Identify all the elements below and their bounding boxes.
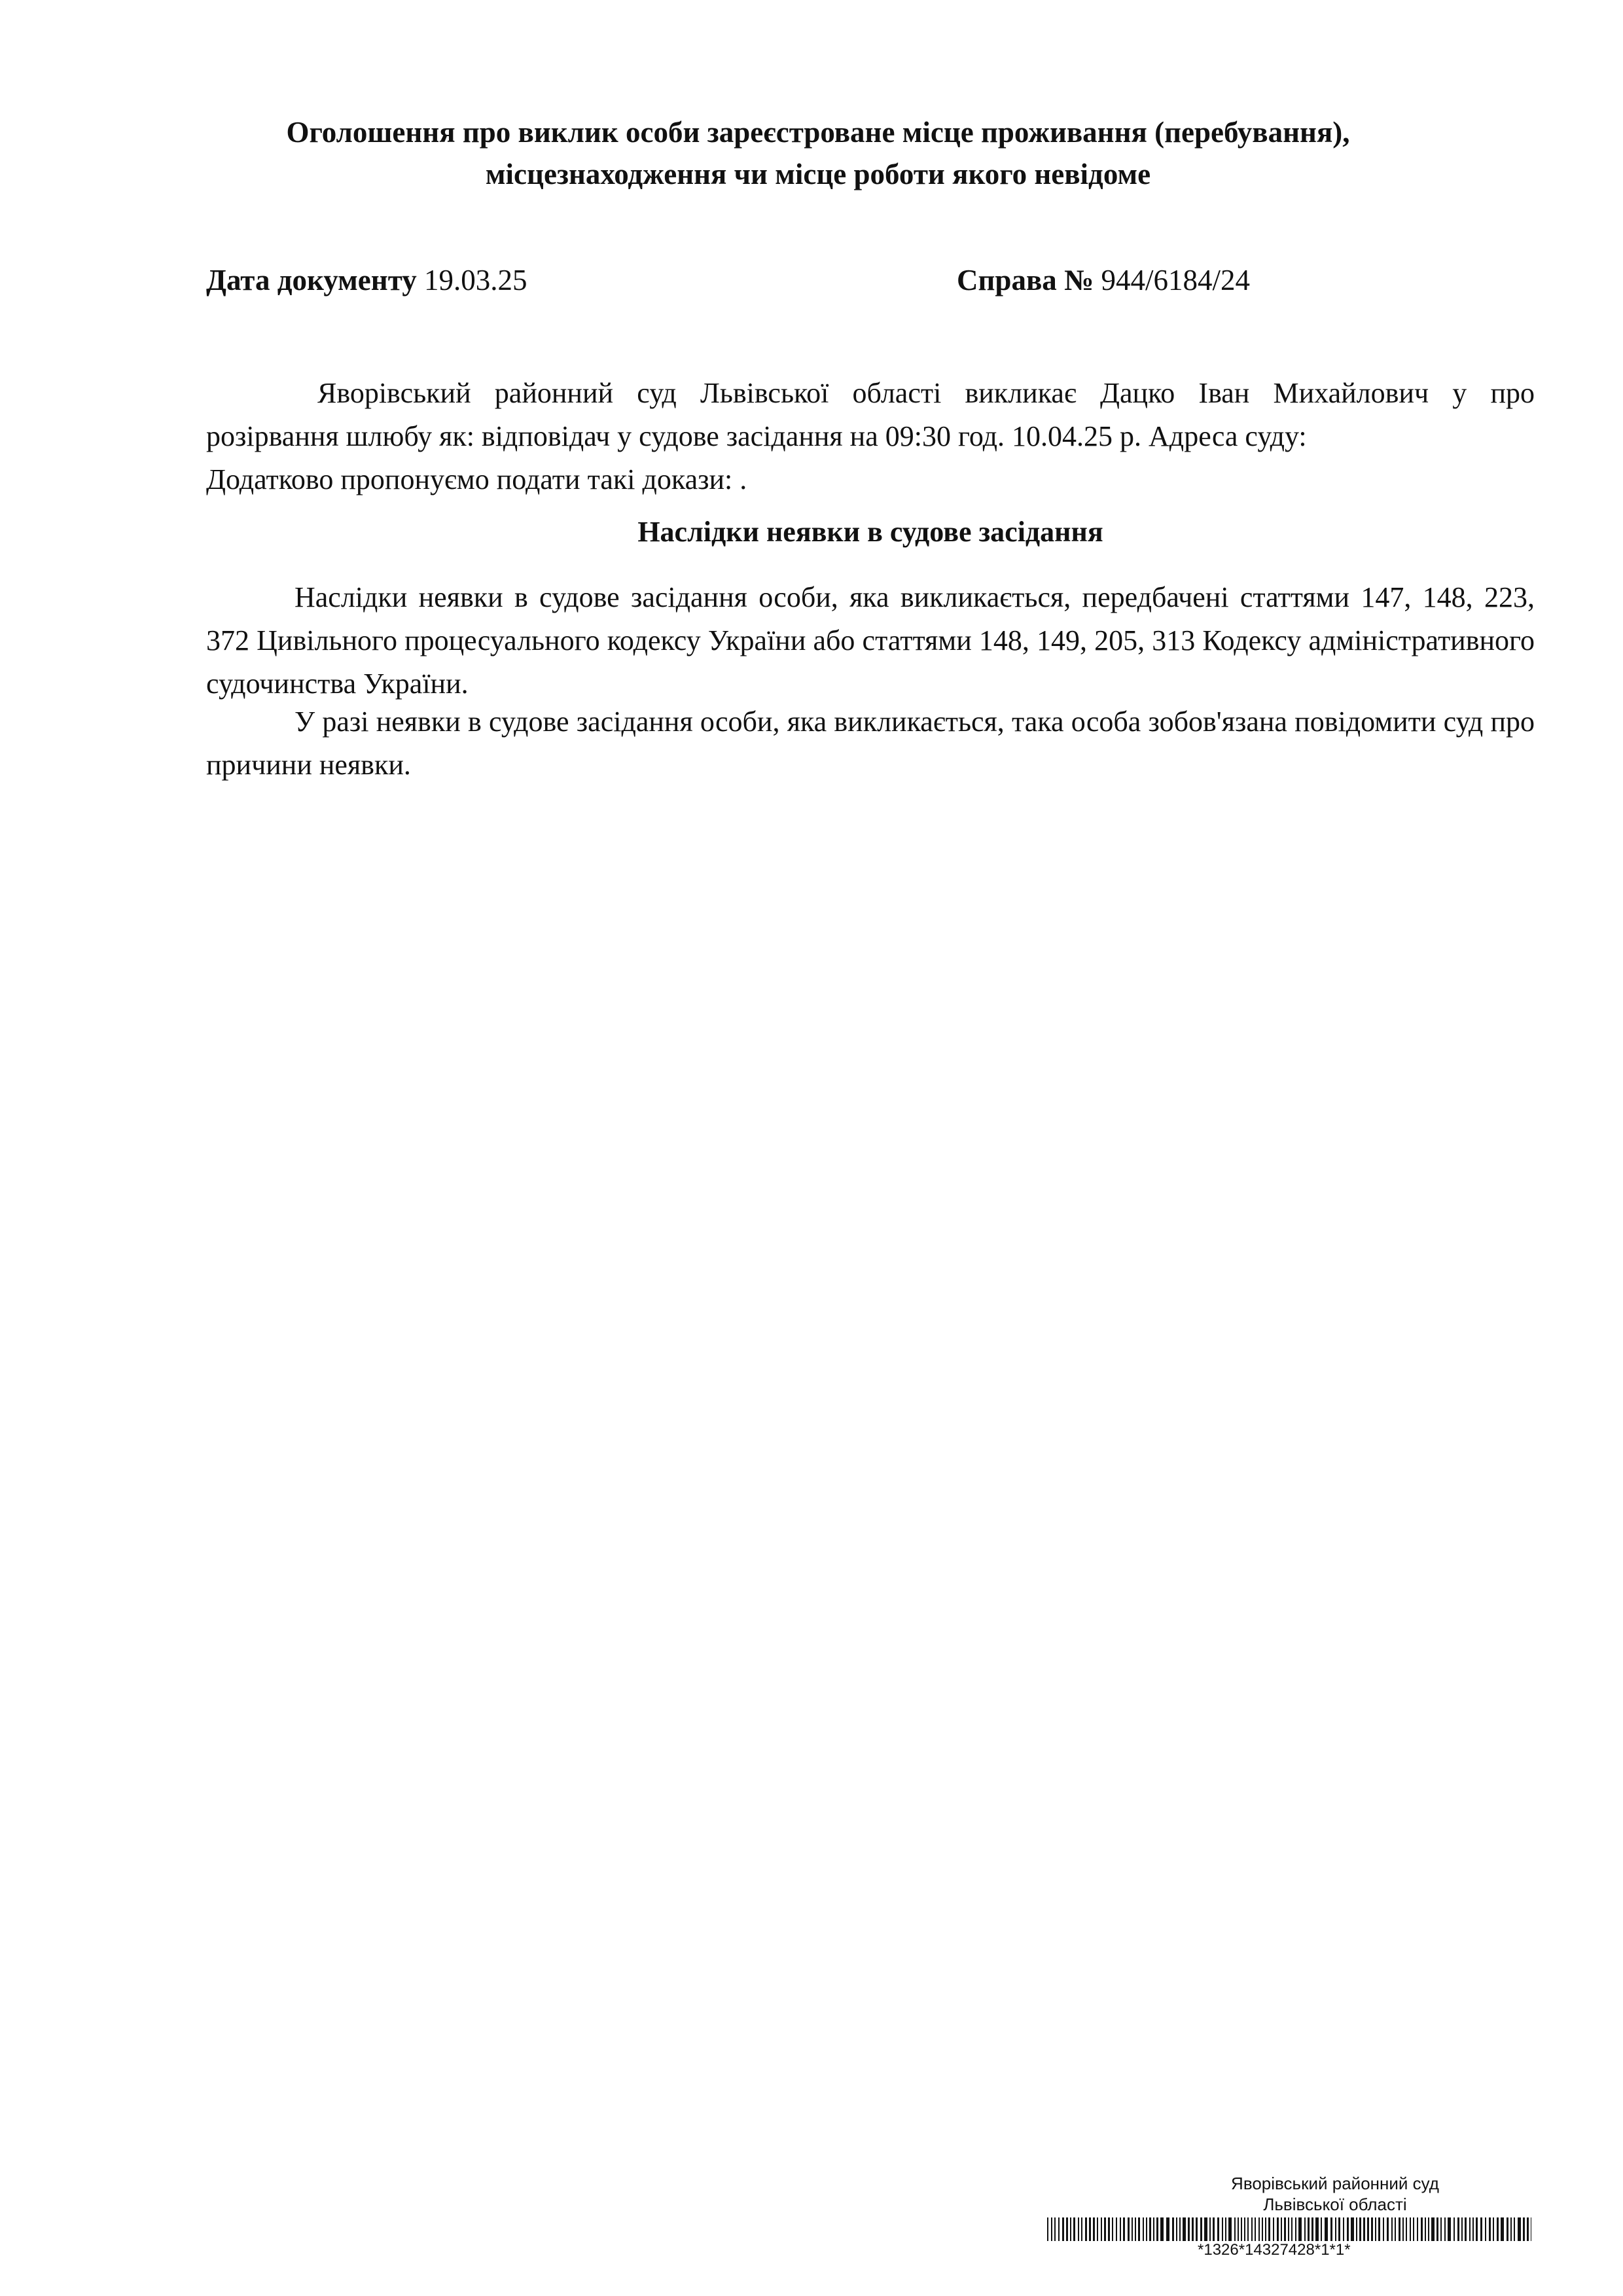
barcode-bar [1160, 2217, 1164, 2241]
barcode-bar [1258, 2217, 1260, 2241]
barcode-bar [1311, 2217, 1313, 2241]
barcode-bar [1176, 2217, 1177, 2241]
barcode-bar [1265, 2217, 1266, 2241]
title-line-1: Оголошення про виклик особи зареєстроване місце проживання (перебування), [286, 116, 1350, 149]
barcode-bar [1308, 2217, 1310, 2241]
barcode-bar [1330, 2217, 1332, 2241]
barcode-bar [1321, 2217, 1322, 2241]
barcode-bar [1465, 2217, 1467, 2241]
notification-paragraph [206, 700, 1535, 787]
barcode-bar [1457, 2217, 1459, 2241]
barcode-bar [1356, 2217, 1357, 2241]
barcode-bar [1179, 2217, 1181, 2241]
barcode-bar [1448, 2217, 1451, 2241]
barcode-bar [1291, 2217, 1293, 2241]
barcode-bar [1406, 2217, 1407, 2241]
barcode-bar [1123, 2217, 1125, 2241]
barcode-bar [1093, 2217, 1095, 2241]
barcode-bar [1510, 2217, 1512, 2241]
document-date [206, 260, 527, 300]
barcode-bar [1251, 2217, 1253, 2241]
barcode-bar [1431, 2217, 1435, 2241]
barcode-bar [1501, 2217, 1504, 2241]
summons-line-1: Яворівський районний суд Львівської області викликає Дацко Іван Михайлович у про [317, 377, 1535, 409]
barcode-bar [1469, 2217, 1471, 2241]
barcode-bar [1284, 2217, 1286, 2241]
barcode-bar [1480, 2217, 1482, 2241]
barcode-bar [1335, 2217, 1336, 2241]
barcode-bar [1097, 2217, 1098, 2241]
barcode-bar [1149, 2217, 1151, 2241]
barcode-bar [1375, 2217, 1376, 2241]
barcode-bar [1132, 2217, 1133, 2241]
barcode-bar [1062, 2217, 1064, 2241]
barcode-bar [1347, 2217, 1349, 2241]
case-number [957, 260, 1250, 300]
barcode-bar [1454, 2217, 1455, 2241]
barcode-bar [1298, 2217, 1302, 2241]
barcode-bar [1273, 2217, 1274, 2241]
summons-paragraph [206, 372, 1535, 501]
barcode-bar [1325, 2217, 1328, 2241]
barcode-bar [1054, 2217, 1056, 2241]
barcode-bar [1143, 2217, 1144, 2241]
barcode-bar [1399, 2217, 1400, 2241]
barcode-bar [1217, 2217, 1219, 2241]
barcode-bar [1351, 2217, 1354, 2241]
barcode-bar [1387, 2217, 1389, 2241]
barcode-bar [1247, 2217, 1249, 2241]
barcode-bar [1421, 2217, 1423, 2241]
barcode-bar [1241, 2217, 1242, 2241]
barcode-bar [1402, 2217, 1404, 2241]
barcode-bar [1120, 2217, 1121, 2241]
barcode-bar [1238, 2217, 1239, 2241]
barcode-bar [1222, 2217, 1223, 2241]
barcode-bar [1073, 2217, 1075, 2241]
barcode-bar [1315, 2217, 1319, 2241]
barcode-bar [1070, 2217, 1071, 2241]
barcode-bar [1166, 2217, 1169, 2241]
barcode [1047, 2217, 1531, 2241]
barcode-bar [1523, 2217, 1525, 2241]
barcode-bar [1444, 2217, 1446, 2241]
barcode-bar [1413, 2217, 1414, 2241]
barcode-bar [1518, 2217, 1521, 2241]
barcode-bar [1440, 2217, 1442, 2241]
document-title [196, 111, 1440, 195]
barcode-bar [1172, 2217, 1174, 2241]
barcode-bar [1417, 2217, 1418, 2241]
barcode-bar [1135, 2217, 1136, 2241]
barcode-bar [1104, 2217, 1106, 2241]
case-label: Справа № [957, 264, 1094, 296]
barcode-bar [1288, 2217, 1289, 2241]
barcode-bar [1085, 2217, 1087, 2241]
barcode-bar [1146, 2217, 1147, 2241]
barcode-bar [1116, 2217, 1117, 2241]
barcode-bar [1128, 2217, 1130, 2241]
stamp-court-name: Яворівський районний суд [1231, 2174, 1439, 2193]
barcode-bar [1081, 2217, 1082, 2241]
barcode-bar [1461, 2217, 1463, 2241]
consequences-paragraph [206, 576, 1535, 706]
barcode-bar [1489, 2217, 1491, 2241]
barcode-bar [1183, 2217, 1186, 2241]
date-value: 19.03.25 [423, 264, 527, 296]
barcode-bar [1262, 2217, 1263, 2241]
barcode-bar [1281, 2217, 1282, 2241]
summons-line-2: розірвання шлюбу як: відповідач у судове засідання на 09:30 год. 10.04.25 р. Адреса суду: [206, 420, 1307, 452]
stamp-region: Львівської області [1263, 2195, 1407, 2214]
date-label: Дата документу [206, 264, 417, 296]
barcode-bar [1138, 2217, 1140, 2241]
barcode-bar [1200, 2217, 1202, 2241]
barcode-bar [1066, 2217, 1068, 2241]
barcode-bar [1101, 2217, 1102, 2241]
barcode-bar [1108, 2217, 1110, 2241]
barcode-text: *1326*14327428*1*1* [1198, 2241, 1351, 2259]
barcode-bar [1367, 2217, 1369, 2241]
barcode-bar [1428, 2217, 1429, 2241]
barcode-bar [1051, 2217, 1052, 2241]
barcode-bar [1277, 2217, 1279, 2241]
barcode-bar [1188, 2217, 1190, 2241]
barcode-bar [1156, 2217, 1158, 2241]
barcode-bar [1514, 2217, 1515, 2241]
barcode-bar [1338, 2217, 1340, 2241]
barcode-bar [1209, 2217, 1211, 2241]
barcode-bar [1213, 2217, 1215, 2241]
barcode-bar [1234, 2217, 1236, 2241]
barcode-bar [1363, 2217, 1365, 2241]
barcode-bar [1410, 2217, 1411, 2241]
barcode-bar [1436, 2217, 1438, 2241]
court-stamp [1047, 2173, 1531, 2259]
barcode-bar [1304, 2217, 1306, 2241]
barcode-bar [1225, 2217, 1226, 2241]
barcode-bar [1058, 2217, 1060, 2241]
barcode-bar [1395, 2217, 1396, 2241]
barcode-bar [1255, 2217, 1256, 2241]
barcode-bar [1476, 2217, 1478, 2241]
barcode-bar [1295, 2217, 1296, 2241]
title-line-2: місцезнаходження чи місце роботи якого невідоме [485, 158, 1151, 190]
barcode-bar [1192, 2217, 1194, 2241]
barcode-bar [1204, 2217, 1207, 2241]
barcode-bar [1485, 2217, 1486, 2241]
consequences-text: Наслідки неявки в судове засідання особи, яка викликається, передбачені статтями 147, 148, 223, 372 Цивільного процесуального кодексу України або статтями 148, 149, 205, 313 Кодексу адміністративного судочинства України. [206, 581, 1535, 700]
case-value: 944/6184/24 [1101, 264, 1250, 296]
barcode-bar [1089, 2217, 1091, 2241]
barcode-bar [1343, 2217, 1344, 2241]
barcode-bar [1497, 2217, 1499, 2241]
barcode-bar [1112, 2217, 1113, 2241]
barcode-bar [1371, 2217, 1373, 2241]
barcode-bar [1078, 2217, 1079, 2241]
barcode-bar [1493, 2217, 1494, 2241]
barcode-bar [1472, 2217, 1474, 2241]
barcode-bar [1507, 2217, 1508, 2241]
summons-line-3: Додатково пропонуємо подати такі докази: . [206, 463, 747, 495]
barcode-bar [1196, 2217, 1198, 2241]
barcode-bar [1391, 2217, 1393, 2241]
barcode-bar [1527, 2217, 1529, 2241]
notification-text: У разі неявки в судове засідання особи, яка викликається, така особа зобов'язана повідомити суд про причини неявки. [206, 706, 1535, 781]
barcode-bar [1425, 2217, 1426, 2241]
barcode-bar [1244, 2217, 1245, 2241]
barcode-bar [1359, 2217, 1361, 2241]
barcode-bar [1383, 2217, 1384, 2241]
barcode-bar [1268, 2217, 1270, 2241]
barcode-bar [1228, 2217, 1232, 2241]
barcode-bar [1153, 2217, 1154, 2241]
barcode-bar [1047, 2217, 1048, 2241]
section-heading: Наслідки неявки в судове засідання [637, 516, 1103, 548]
barcode-bar [1378, 2217, 1380, 2241]
